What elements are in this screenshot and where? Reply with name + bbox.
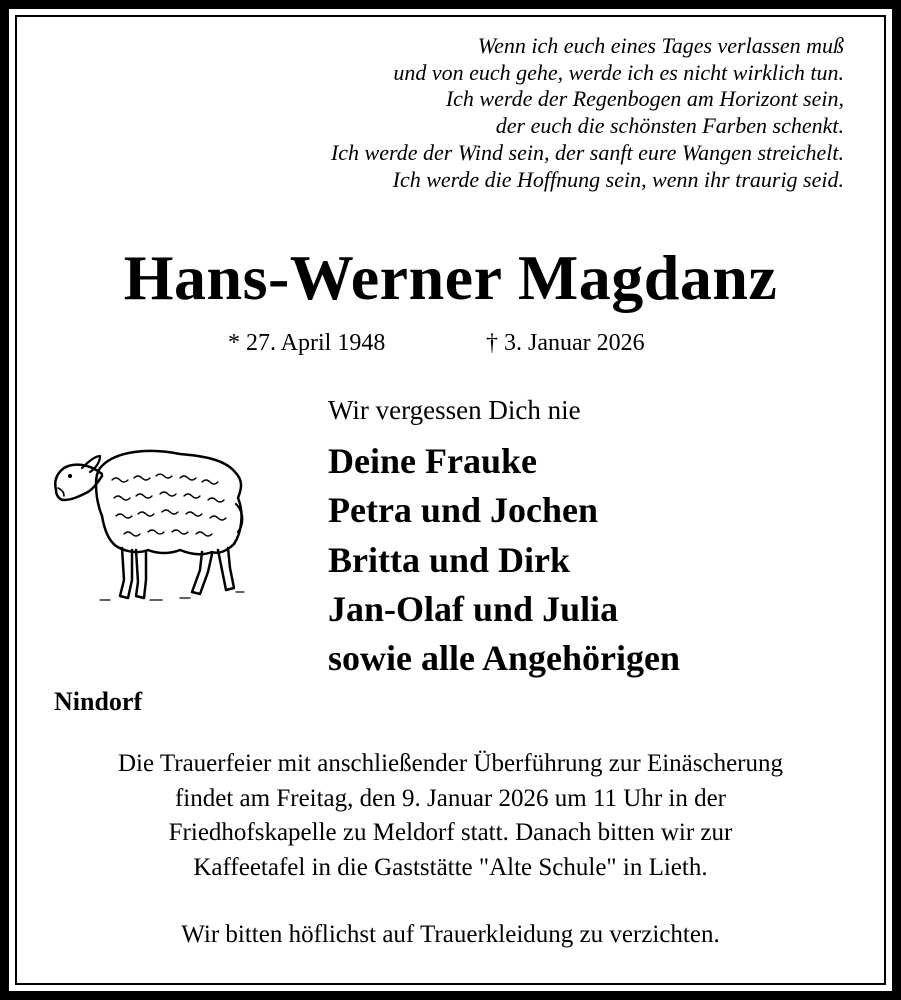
mourner-name: sowie alle Angehörigen — [328, 638, 680, 679]
poem-line: der euch die schönsten Farben schenkt. — [495, 113, 844, 139]
dress-request: Wir bitten höflichst auf Trauerkleidung zu verzichten. — [181, 921, 720, 948]
birth-date: * 27. April 1948 — [228, 330, 386, 356]
poem-line: Ich werde der Wind sein, der sanft eure Wangen streichelt. — [330, 139, 844, 165]
mourner-name: Petra und Jochen — [328, 490, 598, 531]
poem — [331, 33, 844, 193]
place-name: Nindorf — [54, 687, 143, 716]
mourner-name: Jan-Olaf und Julia — [328, 588, 619, 629]
mourners-intro: Wir vergessen Dich nie — [328, 395, 581, 425]
poem-line: und von euch gehe, werde ich es nicht wirklich tun. — [393, 59, 844, 85]
funeral-info-line: findet am Freitag, den 9. Januar 2026 um 11 Uhr in der — [174, 784, 727, 812]
poem-line: Ich werde die Hoffnung sein, wenn ihr traurig seid. — [392, 166, 844, 192]
funeral-info-line: Friedhofskapelle zu Meldorf statt. Danach bitten wir zur — [168, 819, 733, 846]
mourner-name: Britta und Dirk — [328, 539, 571, 580]
funeral-info — [0, 747, 901, 885]
sheep-icon — [30, 420, 268, 640]
mourners-list — [328, 437, 680, 683]
poem-line: Wenn ich euch eines Tages verlassen muß — [477, 33, 844, 58]
death-date: † 3. Januar 2026 — [486, 330, 645, 356]
funeral-info-line: Kaffeetafel in die Gaststätte "Alte Schule" in Lieth. — [193, 853, 708, 881]
deceased-name: Hans-Werner Magdanz — [123, 242, 778, 313]
funeral-info-line: Die Trauerfeier mit anschließender Überführung zur Einäscherung — [117, 750, 784, 777]
mourner-name: Deine Frauke — [328, 441, 537, 481]
poem-line: Ich werde der Regenbogen am Horizont sein, — [445, 86, 844, 112]
